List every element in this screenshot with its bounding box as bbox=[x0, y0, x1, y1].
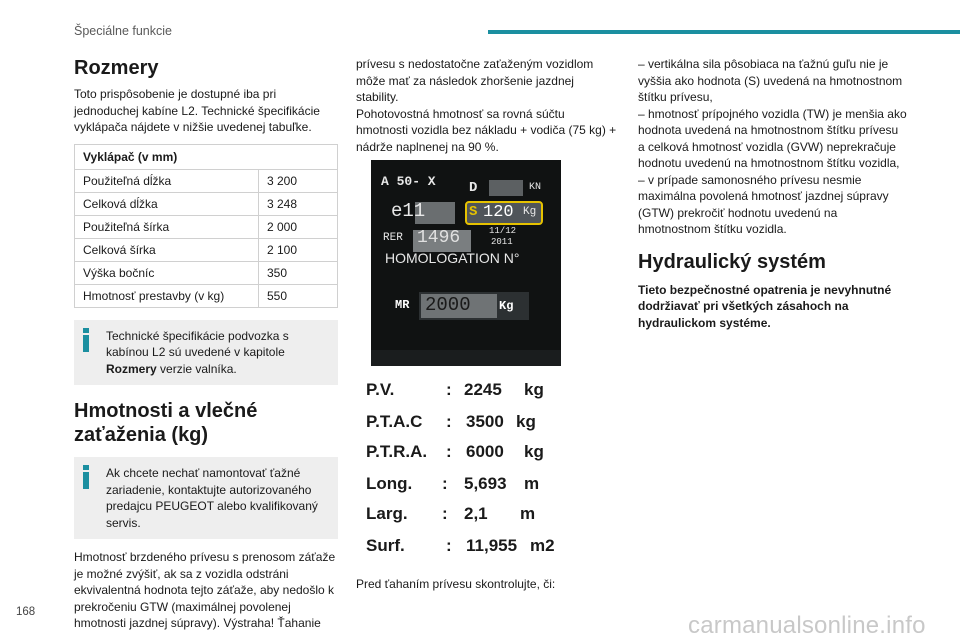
row-value: 2 100 bbox=[259, 238, 338, 261]
spec-colon: : bbox=[442, 504, 448, 523]
spec-label: Long. bbox=[366, 474, 413, 493]
dimensions-table bbox=[74, 144, 338, 308]
plate-homologation: HOMOLOGATION N° bbox=[385, 250, 520, 266]
rozmery-intro: Toto prispôsobenie je dostupné iba pri jednoduchej kabíne L2. Technické špecifikácie vyklápača nájdete v nižšie uvedenej tabuľke. bbox=[74, 87, 320, 134]
plate-d: D bbox=[469, 180, 478, 196]
spec-value: 6000 bbox=[466, 442, 504, 461]
table-header: Vyklápač (v mm) bbox=[75, 144, 338, 169]
plate-mr: MR bbox=[395, 298, 410, 312]
row-value: 350 bbox=[259, 261, 338, 284]
spec-colon: : bbox=[446, 412, 452, 431]
column-middle bbox=[356, 56, 618, 155]
spec-unit: kg bbox=[516, 412, 536, 431]
check-text: Pred ťahaním prívesu skontrolujte, či: bbox=[356, 577, 556, 591]
row-label: Použiteľná dĺžka bbox=[75, 169, 259, 192]
spec-unit: m bbox=[524, 474, 540, 493]
plate-date1: 11/12 bbox=[489, 226, 517, 236]
spec-label: P.T.A.C bbox=[366, 412, 423, 431]
heading-hydraulic: Hydraulický systém bbox=[638, 250, 826, 273]
row-label: Celková dĺžka bbox=[75, 192, 259, 215]
spec-value: 5,693 bbox=[464, 474, 507, 493]
row-label: Výška bočníc bbox=[75, 261, 259, 284]
table-row bbox=[75, 192, 338, 215]
row-value: 3 248 bbox=[259, 192, 338, 215]
info-note-rozmery bbox=[74, 320, 338, 386]
plate-rer-value: 1496 bbox=[417, 228, 461, 248]
spec-colon: : bbox=[446, 380, 452, 399]
spec-value: 11,955 bbox=[466, 536, 518, 555]
info-icon bbox=[82, 465, 90, 491]
watermark: carmanualsonline.info bbox=[688, 612, 926, 639]
note-text: Ak chcete nechať namontovať ťažné zariadenie, kontaktujte autorizovaného predajcu PEUGEOT alebo kvalifikovaný servis. bbox=[106, 466, 318, 530]
row-value: 550 bbox=[259, 284, 338, 307]
note-tail: verzie valníka. bbox=[156, 361, 237, 376]
plate-kg2: Kg bbox=[499, 299, 514, 313]
spec-colon: : bbox=[446, 442, 452, 461]
spec-unit: m bbox=[520, 504, 536, 523]
plate-mr-value: 2000 bbox=[425, 294, 471, 316]
plate-s: S bbox=[469, 204, 478, 220]
plate-date2: 2011 bbox=[491, 237, 513, 247]
row-label: Použiteľná šírka bbox=[75, 215, 259, 238]
hmotnosti-body: Hmotnosť brzdeného prívesu s prenosom záťaže je možné zvýšiť, ak sa z vozidla odstráni ekvivalentná hodnota tejto záťaže, aby nedošlo k prekročeniu GTW (maximálnej povolenej hmotnosti jazdnej súpravy). Výstraha! Ťahanie bbox=[74, 550, 336, 630]
spec-label: Surf. bbox=[366, 536, 405, 555]
page-number: 168 bbox=[16, 606, 36, 618]
info-icon bbox=[82, 328, 90, 354]
spec-label: P.T.R.A. bbox=[366, 442, 428, 461]
spec-colon: : bbox=[446, 536, 452, 555]
plate-e: e11 bbox=[391, 200, 426, 222]
row-value: 2 000 bbox=[259, 215, 338, 238]
table-row bbox=[75, 215, 338, 238]
plate-kn: KN bbox=[529, 182, 542, 193]
column-left bbox=[74, 56, 338, 632]
spec-unit: m2 bbox=[530, 536, 555, 555]
spec-value: 3500 bbox=[466, 412, 504, 431]
spec-value: 2245 bbox=[464, 380, 502, 399]
table-row bbox=[75, 169, 338, 192]
column-right bbox=[638, 56, 908, 331]
heading-hmotnosti: Hmotnosti a vlečné zaťaženia (kg) bbox=[74, 400, 258, 446]
note-bold: Rozmery bbox=[106, 361, 157, 376]
weight-plate-photo bbox=[371, 160, 561, 366]
heading-rozmery: Rozmery bbox=[74, 57, 159, 79]
table-row bbox=[75, 261, 338, 284]
info-note-hmotnosti bbox=[74, 457, 338, 539]
spec-label: Larg. bbox=[366, 504, 408, 523]
row-label: Celková šírka bbox=[75, 238, 259, 261]
row-value: 3 200 bbox=[259, 169, 338, 192]
spec-value: 2,1 bbox=[464, 504, 488, 523]
note-text: Technické špecifikácie podvozka s kabínou L2 sú uvedené v kapitole bbox=[106, 328, 289, 359]
spec-label: P.V. bbox=[366, 380, 395, 399]
table-row bbox=[75, 284, 338, 307]
table-row bbox=[75, 238, 338, 261]
section-title: Špeciálne funkcie bbox=[74, 24, 172, 38]
plate-kg1: Kg bbox=[523, 206, 537, 218]
plate-s-value: 120 bbox=[483, 203, 514, 222]
spec-unit: kg bbox=[524, 442, 544, 461]
spec-colon: : bbox=[442, 474, 448, 493]
paragraph-curb-weight: Pohotovostná hmotnosť sa rovná súčtu hmotnosti vozidla bez nákladu + vodiča (75 kg) + nádrže naplnenej na 90 %. bbox=[356, 106, 617, 154]
paragraph-stability: prívesu s nedostatočne zaťaženým vozidlom môže mať za následok zhoršenie jazdnej stability. bbox=[356, 57, 594, 104]
plate-rer: RER bbox=[383, 232, 403, 244]
spec-unit: kg bbox=[524, 380, 544, 399]
plate-a: A 50- X bbox=[381, 174, 436, 189]
row-label: Hmotnosť prestavby (v kg) bbox=[75, 284, 259, 307]
hydraulic-text: Tieto bezpečnostné opatrenia je nevyhnutné dodržiavať pri všetkých zásahoch na hydraulickom systéme. bbox=[638, 282, 892, 330]
header-accent-bar bbox=[488, 30, 960, 34]
check-list: – vertikálna sila pôsobiaca na ťažnú guľu nie je vyššia ako hodnota (S) uvedená na hmotnostnom štítku prívesu, – hmotnosť prípojného vozidla (TW) je menšia ako hodnota uvedená na hmotnostnom štítku prívesu a celková hmotnosť vozidla (GVW) neprekračuje hodnotu uvedenú na hmotnostnom štítku vozidla, – v prípade samonosného prívesu nesmie maximálna povolená hmotnosť jazdnej súpravy (GTW) prekročiť hodnotu uvedenú na hmotnostnom štítku vozidla. bbox=[638, 57, 907, 236]
